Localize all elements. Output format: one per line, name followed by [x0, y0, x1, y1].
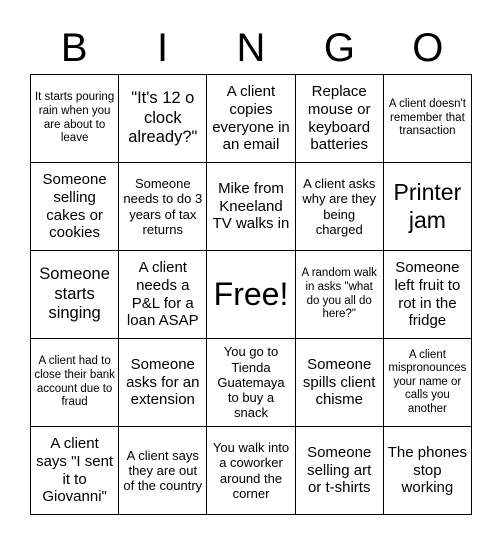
- bingo-cell-r3c2[interactable]: A client needs a P&L for a loan ASAP: [119, 251, 207, 339]
- header-letter-b: B: [60, 26, 88, 70]
- bingo-cell-r5c1[interactable]: A client says "I sent it to Giovanni": [31, 427, 119, 515]
- header-letter-i: I: [157, 26, 169, 70]
- bingo-cell-r1c1[interactable]: It starts pouring rain when you are about to leave: [31, 75, 119, 163]
- bingo-cell-r1c4[interactable]: Replace mouse or keyboard batteries: [296, 75, 384, 163]
- bingo-cell-r1c2[interactable]: "It's 12 o clock already?": [119, 75, 207, 163]
- bingo-cell-r1c5[interactable]: A client doesn't remember that transaction: [384, 75, 472, 163]
- bingo-cell-r4c3[interactable]: You go to Tienda Guatemaya to buy a snack: [207, 339, 295, 427]
- bingo-card-grid: [30, 74, 472, 515]
- bingo-cell-r5c4[interactable]: Someone selling art or t-shirts: [296, 427, 384, 515]
- bingo-cell-r2c3[interactable]: Mike from Kneeland TV walks in: [207, 163, 295, 251]
- header-letter-g: G: [323, 26, 355, 70]
- bingo-cell-r1c3[interactable]: A client copies everyone in an email: [207, 75, 295, 163]
- bingo-cell-r5c3[interactable]: You walk into a coworker around the corner: [207, 427, 295, 515]
- bingo-cell-r3c1[interactable]: Someone starts singing: [31, 251, 119, 339]
- bingo-cell-r4c4[interactable]: Someone spills client chisme: [296, 339, 384, 427]
- bingo-cell-r4c1[interactable]: A client had to close their bank account due to fraud: [31, 339, 119, 427]
- bingo-cell-r2c2[interactable]: Someone needs to do 3 years of tax returns: [119, 163, 207, 251]
- bingo-cell-r3c5[interactable]: Someone left fruit to rot in the fridge: [384, 251, 472, 339]
- bingo-cell-r4c2[interactable]: Someone asks for an extension: [119, 339, 207, 427]
- bingo-free-space[interactable]: Free!: [207, 251, 295, 339]
- header-letter-n: N: [236, 26, 266, 70]
- bingo-cell-r2c1[interactable]: Someone selling cakes or cookies: [31, 163, 119, 251]
- bingo-cell-r5c2[interactable]: A client says they are out of the country: [119, 427, 207, 515]
- bingo-cell-r3c4[interactable]: A random walk in asks "what do you all do here?": [296, 251, 384, 339]
- bingo-header: [30, 22, 472, 74]
- header-letter-o: O: [412, 26, 444, 70]
- bingo-cell-r5c5[interactable]: The phones stop working: [384, 427, 472, 515]
- bingo-cell-r2c5[interactable]: Printer jam: [384, 163, 472, 251]
- bingo-cell-r4c5[interactable]: A client mispronounces your name or calls you another: [384, 339, 472, 427]
- bingo-cell-r2c4[interactable]: A client asks why are they being charged: [296, 163, 384, 251]
